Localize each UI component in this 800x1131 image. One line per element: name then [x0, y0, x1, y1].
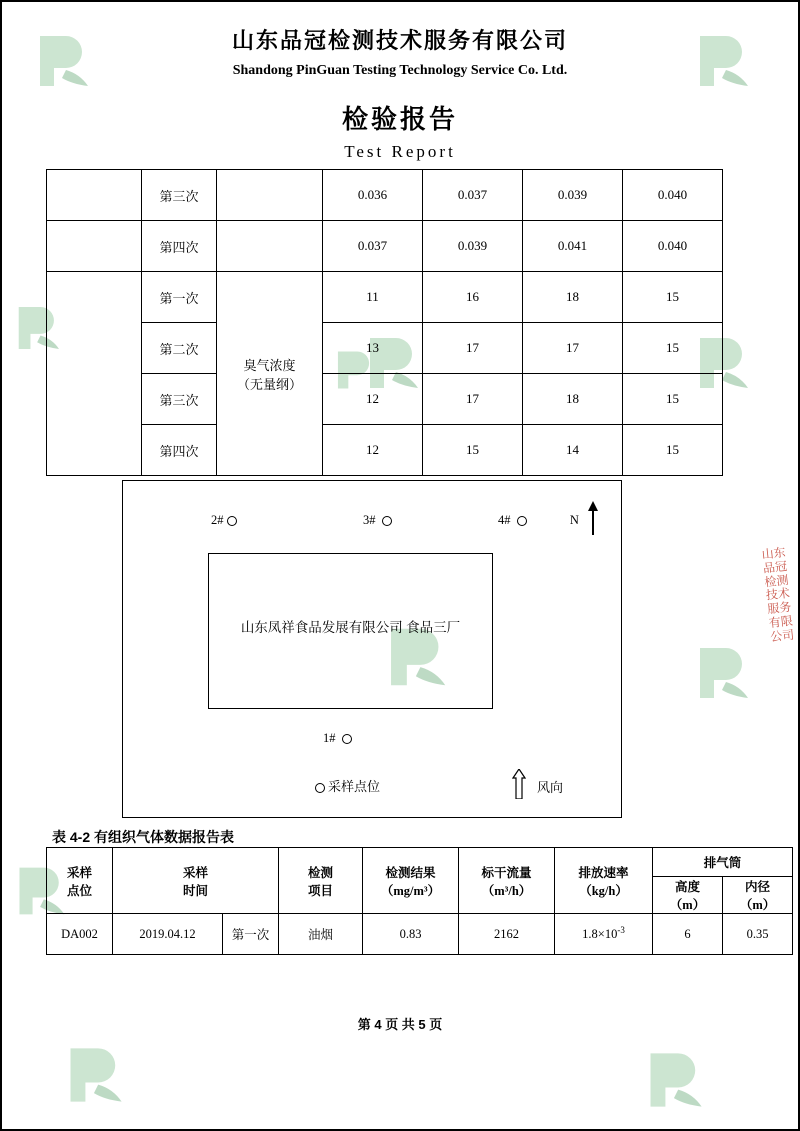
factory-building: [208, 553, 493, 709]
measurement-table-container: [46, 169, 722, 476]
point-circle-icon: [342, 734, 352, 744]
header-line2: （m）: [669, 898, 706, 912]
sampling-point-4-label: 4#: [498, 513, 511, 527]
north-label: N: [569, 512, 579, 527]
north-indicator: [570, 501, 599, 539]
row-value-4: 0.040: [623, 170, 723, 221]
header-line2: （kg/h）: [579, 883, 628, 898]
wind-direction: [512, 769, 563, 803]
organized-gas-table: [46, 847, 793, 955]
sampling-point-1-label: 1#: [323, 731, 336, 745]
header-line1: 检测: [308, 865, 334, 880]
row-value-4: 15: [623, 272, 723, 323]
row-value-4: 0.040: [623, 221, 723, 272]
cell-stack-diameter: 0.35: [723, 914, 793, 955]
header-line2: （m³/h）: [481, 883, 532, 898]
row-value-3: 18: [523, 374, 623, 425]
row-seq-cell: 第三次: [142, 374, 217, 425]
header-test-item: [279, 848, 363, 914]
page-footer: 第 4 页 共 5 页: [357, 1017, 443, 1032]
cell-flow: 2162: [459, 914, 555, 955]
red-stamp-text: 山东品冠检测技术服务有限公司: [760, 545, 795, 644]
table-row: [47, 425, 723, 476]
row-value-4: 15: [623, 425, 723, 476]
table-row: [47, 374, 723, 425]
header-line1: 检测结果: [385, 865, 436, 880]
row-value-4: 15: [623, 323, 723, 374]
report-title-cn: 检验报告: [341, 105, 458, 134]
row-seq-cell: 第四次: [142, 425, 217, 476]
header-sampling-time: [113, 848, 279, 914]
point-circle-icon: [382, 516, 392, 526]
point-circle-icon: [517, 516, 527, 526]
cell-emission-rate: [555, 914, 653, 955]
cell-sampling-point: DA002: [47, 914, 113, 955]
analyte-cell: [217, 272, 323, 476]
header-line1: 排放速率: [578, 865, 629, 880]
row-item-cell: [217, 221, 323, 272]
header-line2: 项目: [308, 883, 334, 898]
header-result: [363, 848, 459, 914]
header-stack-diameter: [723, 877, 793, 914]
header-line1: 采样: [183, 865, 209, 880]
row-value-2: 16: [423, 272, 523, 323]
row-seq-cell: 第二次: [142, 323, 217, 374]
sampling-point-2-label: 2#: [211, 513, 224, 527]
row-item-cell: [217, 170, 323, 221]
point-circle-icon: [315, 783, 325, 793]
header-line2: 点位: [66, 883, 92, 898]
header-line2: 时间: [183, 883, 209, 898]
watermark-logo: [692, 642, 754, 704]
report-title-en: Test Report: [344, 142, 456, 161]
wind-direction-label: 风向: [536, 779, 563, 795]
analyte-label-line2: （无量纲）: [236, 376, 302, 392]
map-legend-label: 采样点位: [328, 779, 381, 794]
sampling-point-3-label: 3#: [363, 513, 376, 527]
table-row: [47, 272, 723, 323]
row-value-1: 13: [323, 323, 423, 374]
sampling-point-1: [323, 731, 352, 746]
sampling-point-3: [363, 513, 392, 528]
map-legend: [315, 776, 380, 795]
cell-sampling-date: 2019.04.12: [113, 914, 223, 955]
header-line2: （mg/m³）: [380, 883, 441, 898]
header-line2: （m）: [739, 898, 776, 912]
row-value-3: 18: [523, 272, 623, 323]
header-line1: 标干流量: [481, 865, 532, 880]
cell-result: 0.83: [363, 914, 459, 955]
table-row: [47, 221, 723, 272]
table-row: [47, 170, 723, 221]
table-row: [47, 914, 793, 955]
row-value-2: 0.039: [423, 221, 523, 272]
row-value-3: 14: [523, 425, 623, 476]
measurement-table: [46, 169, 723, 476]
rate-exponent: -3: [617, 925, 625, 936]
cell-test-item: 油烟: [279, 914, 363, 955]
table-row: [47, 323, 723, 374]
row-value-3: 0.039: [523, 170, 623, 221]
row-seq-cell: 第四次: [142, 221, 217, 272]
watermark-logo: [642, 1047, 708, 1113]
header-sampling-point: [47, 848, 113, 914]
sampling-site-map: [122, 480, 622, 818]
organized-gas-table-container: [46, 847, 776, 955]
header-stack-height: [653, 877, 723, 914]
row-blank-cell: [47, 221, 142, 272]
row-value-1: 11: [323, 272, 423, 323]
rate-base: 1.8×10: [582, 927, 618, 942]
header-emission-rate: [555, 848, 653, 914]
row-value-4: 15: [623, 374, 723, 425]
point-circle-icon: [227, 516, 237, 526]
row-seq-cell: 第一次: [142, 272, 217, 323]
row-blank-cell: [47, 272, 142, 476]
row-value-2: 17: [423, 323, 523, 374]
row-value-1: 0.036: [323, 170, 423, 221]
sampling-point-2: [211, 513, 237, 528]
table2-caption: 表 4-2 有组织气体数据报告表: [52, 829, 235, 845]
row-value-2: 17: [423, 374, 523, 425]
header-flow: [459, 848, 555, 914]
row-value-2: 15: [423, 425, 523, 476]
north-arrow-icon: [587, 501, 599, 539]
row-value-3: 17: [523, 323, 623, 374]
row-value-1: 0.037: [323, 221, 423, 272]
watermark-logo: [62, 1042, 128, 1108]
factory-building-label: 山东凤祥食品发展有限公司 食品三厂: [240, 620, 461, 635]
header-line1: 高度: [675, 880, 701, 894]
row-value-1: 12: [323, 374, 423, 425]
wind-arrow-icon: [512, 769, 526, 803]
analyte-label-line1: 臭气浓度: [243, 357, 296, 373]
row-value-2: 0.037: [423, 170, 523, 221]
cell-stack-height: 6: [653, 914, 723, 955]
row-value-1: 12: [323, 425, 423, 476]
table-header-row: [47, 848, 793, 877]
row-blank-cell: [47, 170, 142, 221]
sampling-point-4: [498, 513, 527, 528]
report-header: [2, 24, 798, 162]
company-name-cn: 山东品冠检测技术服务有限公司: [231, 28, 568, 53]
header-line1: 内径: [745, 880, 771, 894]
row-seq-cell: 第三次: [142, 170, 217, 221]
header-line1: 采样: [66, 865, 92, 880]
cell-sampling-seq: 第一次: [223, 914, 279, 955]
header-stack: 排气筒: [653, 848, 793, 877]
row-value-3: 0.041: [523, 221, 623, 272]
company-name-en: Shandong PinGuan Testing Technology Service Co. Ltd.: [232, 63, 568, 78]
